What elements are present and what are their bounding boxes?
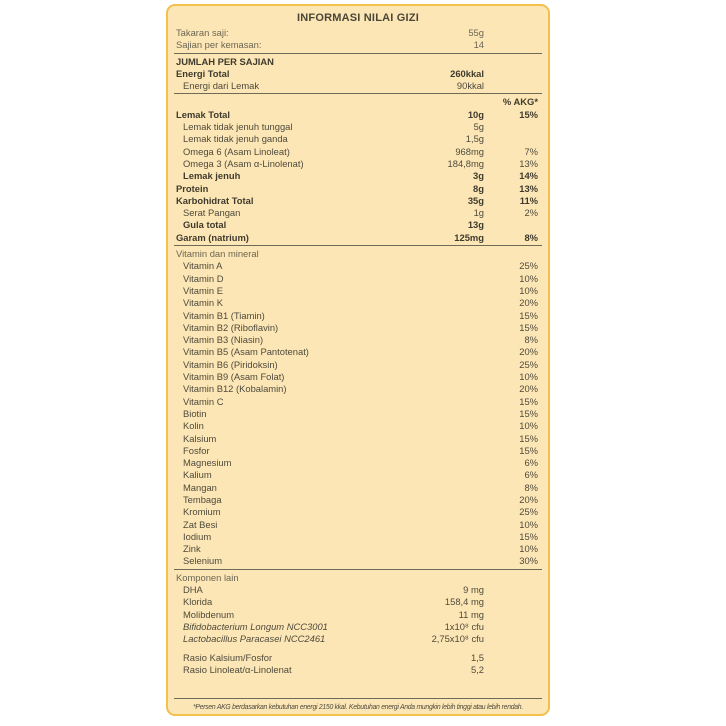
row-label: Karbohidrat Total — [176, 194, 254, 206]
row-label: Bifidobacterium Longum NCC3001 — [183, 620, 328, 632]
row-akg: 15% — [519, 395, 538, 407]
component-row — [174, 621, 542, 633]
row-akg: 14% — [519, 170, 538, 182]
row-akg: 10% — [519, 543, 538, 555]
row-akg: 6% — [524, 457, 538, 469]
row-akg: 8% — [524, 334, 538, 346]
nutrient-row — [174, 207, 542, 219]
row-label: Lemak tidak jenuh ganda — [183, 133, 288, 145]
row-label: Protein — [176, 182, 209, 194]
row-value: 9 mg — [463, 584, 484, 596]
row-label: Biotin — [183, 407, 207, 419]
row-value: 1g — [473, 207, 484, 219]
row-label: Lemak tidak jenuh tunggal — [183, 121, 293, 133]
row-value: 13g — [467, 219, 484, 231]
serving-row — [174, 39, 542, 51]
row-value: 158,4 mg — [444, 596, 484, 608]
nutrient-row — [174, 121, 542, 133]
component-row — [174, 584, 542, 596]
row-label: Magnesium — [183, 457, 232, 469]
row-label: Kalsium — [183, 432, 217, 444]
nutrient-row — [174, 146, 542, 158]
row-label: DHA — [183, 584, 203, 596]
akg-header-row — [174, 96, 542, 108]
row-value: 10g — [467, 108, 484, 120]
row-label: Vitamin E — [183, 284, 223, 296]
nutrient-row — [174, 183, 542, 195]
row-value: 184,8mg — [447, 157, 484, 169]
row-value: 1,5g — [465, 133, 484, 145]
row-akg: 25% — [519, 260, 538, 272]
component-row — [174, 633, 542, 645]
row-label: Sajian per kemasan: — [176, 39, 262, 51]
row-label: Omega 3 (Asam α-Linolenat) — [183, 157, 304, 169]
row-akg: 15% — [519, 444, 538, 456]
row-label: Tembaga — [183, 493, 222, 505]
row-label: Vitamin B6 (Piridoksin) — [183, 358, 278, 370]
row-label: Takaran saji: — [176, 27, 229, 38]
row-label: Kolin — [183, 420, 204, 432]
vitamin-row — [174, 273, 542, 285]
nutrient-row — [174, 109, 542, 121]
row-label: Vitamin B2 (Riboflavin) — [183, 321, 279, 333]
row-value: 3g — [473, 170, 484, 182]
ratio-row — [174, 664, 542, 676]
ratio-row — [174, 652, 542, 664]
row-akg: 15% — [519, 407, 538, 419]
footnote-divider — [174, 698, 542, 699]
row-label: Zink — [183, 543, 201, 555]
vitamin-row — [174, 359, 542, 371]
row-akg: 8% — [524, 231, 538, 243]
heading-label: Komponen lain — [176, 571, 239, 583]
row-value: 14 — [473, 39, 484, 51]
nutrition-facts-panel — [166, 4, 550, 716]
nutrient-row — [174, 219, 542, 231]
row-akg: 2% — [524, 207, 538, 219]
row-value: 2,75x10⁸ cfu — [431, 633, 484, 645]
nutrient-row — [174, 158, 542, 170]
component-row — [174, 609, 542, 621]
other-components-heading — [174, 572, 542, 584]
vitamin-row — [174, 334, 542, 346]
component-row — [174, 596, 542, 608]
row-akg: 15% — [519, 530, 538, 542]
row-label: Rasio Kalsium/Fosfor — [183, 651, 273, 663]
row-label: Vitamin B3 (Niasin) — [183, 334, 264, 346]
row-label: Vitamin A — [183, 260, 223, 272]
vitamin-row — [174, 543, 542, 555]
nutrient-row — [174, 133, 542, 145]
row-value: 5g — [473, 121, 484, 133]
row-label: Rasio Linoleat/α-Linolenat — [183, 663, 292, 675]
row-akg: 20% — [519, 383, 538, 395]
row-akg: 13% — [519, 182, 538, 194]
vitamin-row — [174, 469, 542, 481]
nutrition-table — [174, 27, 542, 676]
divider — [174, 53, 542, 54]
row-value: 55g — [468, 27, 484, 38]
row-label: Lemak Total — [176, 108, 231, 120]
row-value: 968mg — [455, 145, 484, 157]
row-label: Energi Total — [176, 67, 230, 79]
row-label: Energi dari Lemak — [183, 80, 260, 92]
row-akg: 15% — [519, 432, 538, 444]
row-akg: 10% — [519, 284, 538, 296]
vitamin-row — [174, 494, 542, 506]
row-akg: 25% — [519, 358, 538, 370]
row-akg: 13% — [519, 157, 538, 169]
row-akg: 7% — [524, 145, 538, 157]
row-akg: 20% — [519, 346, 538, 358]
row-akg: 25% — [519, 506, 538, 518]
row-label: Vitamin B9 (Asam Folat) — [183, 371, 285, 383]
row-label: Selenium — [183, 555, 223, 567]
energy-row — [174, 68, 542, 80]
row-value: 11 mg — [458, 608, 484, 620]
row-value: 35g — [467, 194, 484, 206]
vitamin-row — [174, 519, 542, 531]
footnote: *Persen AKG berdasarkan kebutuhan energi 2150 kkal. Kebutuhan energi Anda mungkin lebih tinggi atau lebih rendah. — [193, 702, 523, 711]
row-label: Omega 6 (Asam Linoleat) — [183, 145, 290, 157]
divider — [174, 569, 542, 570]
vitamin-row — [174, 383, 542, 395]
row-value: 125mg — [454, 231, 484, 243]
row-label: Vitamin K — [183, 297, 223, 309]
row-label: Lemak jenuh — [183, 170, 241, 182]
serving-row — [174, 27, 542, 39]
row-akg: 20% — [519, 297, 538, 309]
row-value: 90kkal — [456, 80, 484, 92]
vitamin-row — [174, 297, 542, 309]
nutrient-row — [174, 170, 542, 182]
row-akg: 8% — [524, 481, 538, 493]
panel-title: INFORMASI NILAI GIZI — [297, 12, 419, 24]
vitamin-row — [174, 396, 542, 408]
vitamin-row — [174, 260, 542, 272]
row-value: 1x10⁸ cfu — [444, 620, 484, 632]
akg-header: % AKG* — [502, 96, 538, 108]
row-label: Lactobacillus Paracasei NCC2461 — [183, 633, 326, 645]
row-label: Zat Besi — [183, 518, 218, 530]
row-label: Iodium — [183, 530, 212, 542]
row-label: Vitamin B5 (Asam Pantotenat) — [183, 346, 309, 358]
row-label: Vitamin D — [183, 272, 224, 284]
vitamin-row — [174, 457, 542, 469]
vitamin-row — [174, 420, 542, 432]
row-akg: 11% — [519, 194, 538, 206]
row-label: Vitamin B1 (Tiamin) — [183, 309, 265, 321]
vitamin-row — [174, 346, 542, 358]
row-label: Serat Pangan — [183, 207, 241, 219]
vitamin-row — [174, 408, 542, 420]
nutrient-row — [174, 195, 542, 207]
row-label: Garam (natrium) — [176, 231, 249, 243]
row-akg: 10% — [519, 420, 538, 432]
row-value: 260kkal — [450, 67, 484, 79]
row-akg: 6% — [524, 469, 538, 481]
row-akg: 30% — [519, 555, 538, 567]
row-akg: 15% — [519, 321, 538, 333]
row-label: Vitamin C — [183, 395, 224, 407]
divider — [174, 245, 542, 246]
vitamin-row — [174, 371, 542, 383]
vitamin-row — [174, 322, 542, 334]
divider — [174, 93, 542, 94]
vitamin-row — [174, 531, 542, 543]
vitamin-row — [174, 506, 542, 518]
heading-label: Vitamin dan mineral — [176, 248, 259, 260]
energy-row — [174, 80, 542, 92]
row-label: Klorida — [183, 596, 213, 608]
vitamin-row — [174, 433, 542, 445]
heading-label: JUMLAH PER SAJIAN — [176, 55, 274, 67]
per-serving-heading — [174, 56, 542, 68]
row-label: Mangan — [183, 481, 217, 493]
row-akg: 20% — [519, 493, 538, 505]
row-label: Gula total — [183, 219, 227, 231]
row-value: 8g — [473, 182, 484, 194]
vitamin-row — [174, 555, 542, 567]
row-label: Molibdenum — [183, 608, 235, 620]
row-akg: 15% — [519, 309, 538, 321]
nutrient-row — [174, 232, 542, 244]
row-label: Vitamin B12 (Kobalamin) — [183, 383, 287, 395]
row-label: Fosfor — [183, 444, 210, 456]
vitamin-row — [174, 445, 542, 457]
vitamin-row — [174, 310, 542, 322]
row-value: 5,2 — [470, 663, 484, 675]
row-akg: 10% — [519, 518, 538, 530]
vitamin-row — [174, 482, 542, 494]
vitamin-row — [174, 285, 542, 297]
row-label: Kromium — [183, 506, 221, 518]
row-label: Kalium — [183, 469, 212, 481]
row-akg: 10% — [519, 272, 538, 284]
vitamins-heading — [174, 248, 542, 260]
row-value: 1,5 — [470, 651, 484, 663]
row-akg: 10% — [519, 371, 538, 383]
row-akg: 15% — [519, 108, 538, 120]
